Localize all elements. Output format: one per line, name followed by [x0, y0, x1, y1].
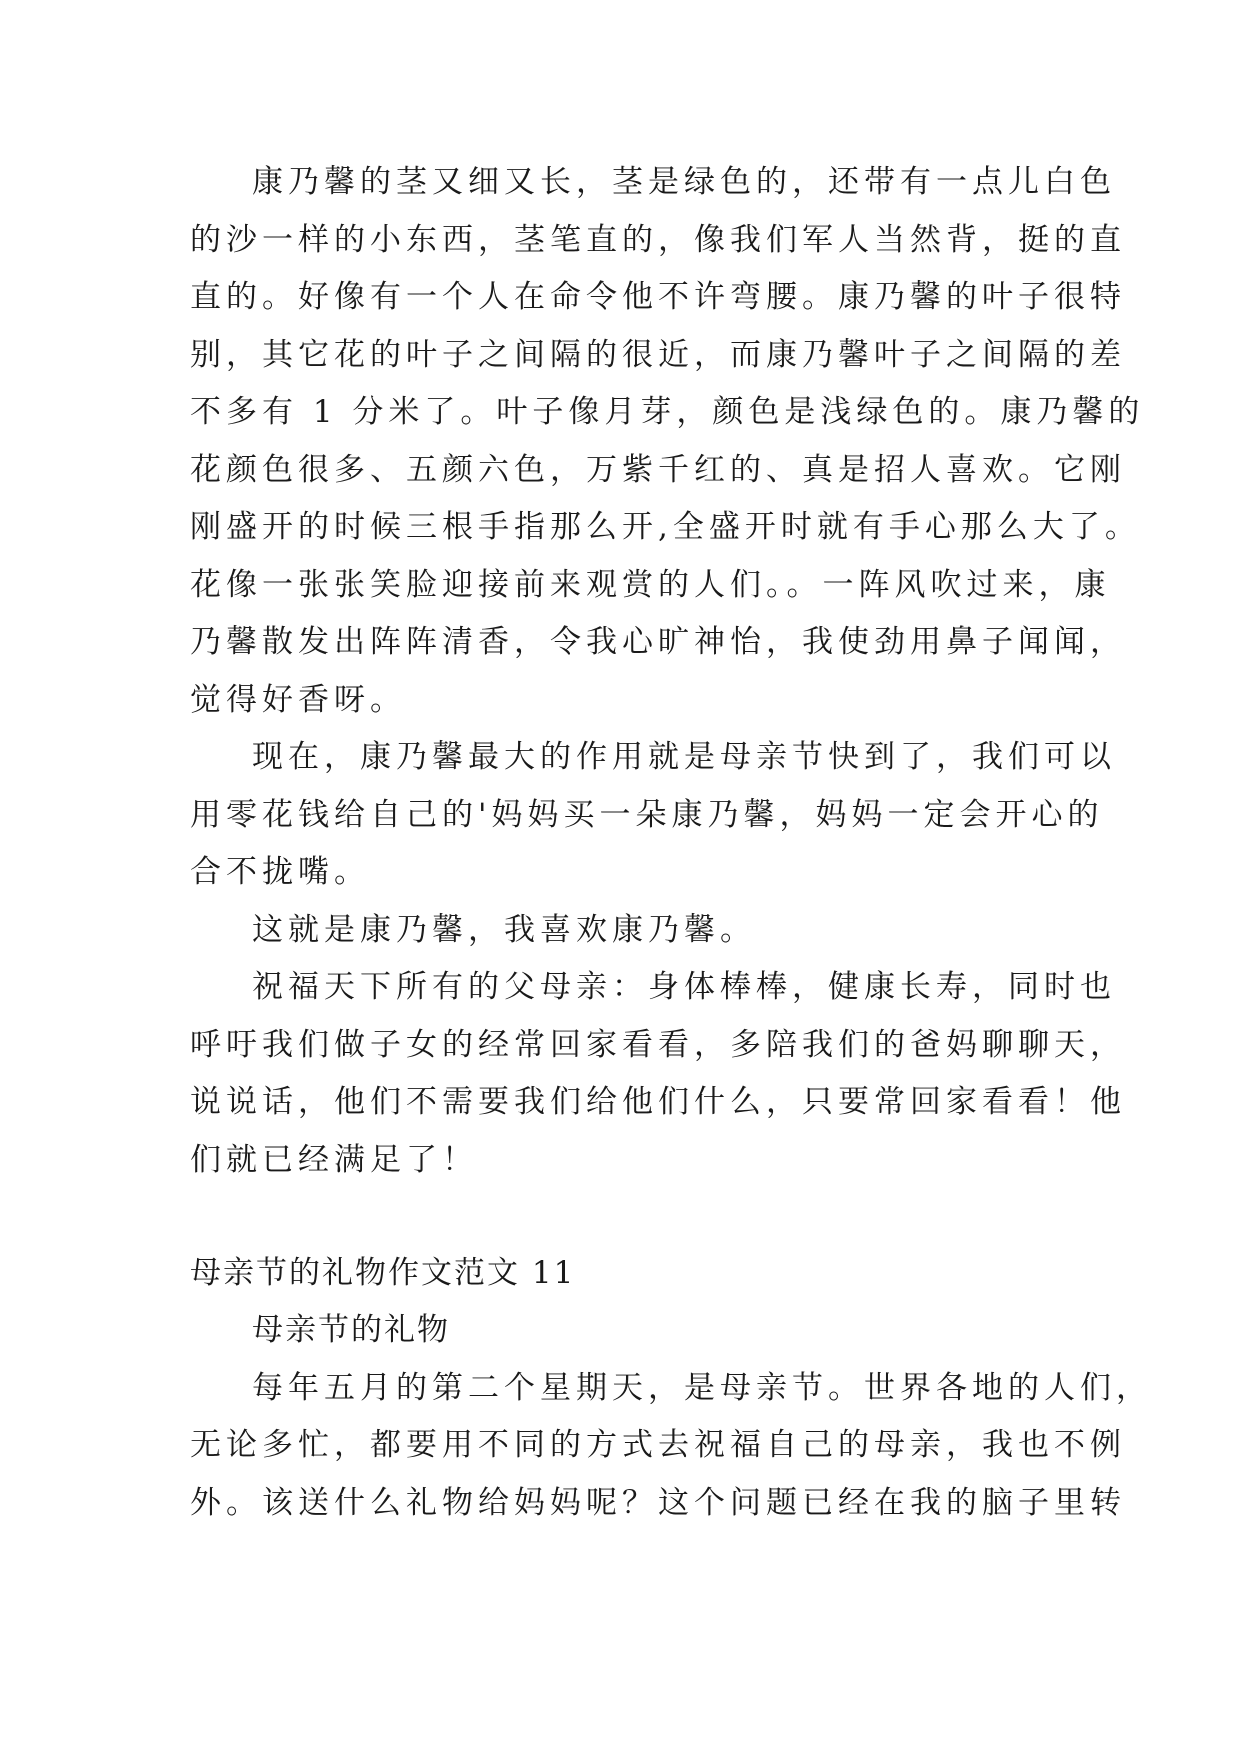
paragraph-line: 乃馨散发出阵阵清香，令我心旷神怡，我使劲用鼻子闻闻， [190, 624, 1126, 660]
paragraph-line: 花颜色很多、五颜六色，万紫千红的、真是招人喜欢。它刚 [190, 452, 1126, 488]
section-heading: 母亲节的礼物作文范文 11 [190, 1255, 576, 1291]
paragraph-line: 每年五月的第二个星期天，是母亲节。世界各地的人们， [252, 1370, 1152, 1406]
paragraph-line: 无论多忙，都要用不同的方式去祝福自己的母亲，我也不例 [190, 1427, 1126, 1463]
paragraph-line: 不多有 1 分米了。叶子像月芽，颜色是浅绿色的。康乃馨的 [190, 394, 1145, 430]
paragraph-line: 直的。好像有一个人在命令他不许弯腰。康乃馨的叶子很特 [190, 279, 1126, 315]
paragraph-line: 合不拢嘴。 [190, 854, 370, 890]
paragraph-line: 觉得好香呀。 [190, 682, 406, 718]
paragraph-line: 们就已经满足了！ [190, 1142, 478, 1178]
paragraph-line: 祝福天下所有的父母亲：身体棒棒，健康长寿，同时也 [252, 969, 1116, 1005]
paragraph-line: 外。该送什么礼物给妈妈呢？这个问题已经在我的脑子里转 [190, 1485, 1126, 1521]
paragraph-line: 用零花钱给自己的'妈妈买一朵康乃馨，妈妈一定会开心的 [190, 797, 1104, 833]
paragraph-line: 现在，康乃馨最大的作用就是母亲节快到了，我们可以 [252, 739, 1116, 775]
paragraph-line: 康乃馨的茎又细又长，茎是绿色的，还带有一点儿白色 [252, 164, 1116, 200]
paragraph-line: 别，其它花的叶子之间隔的很近，而康乃馨叶子之间隔的差 [190, 337, 1126, 373]
paragraph-line: 呼吁我们做子女的经常回家看看，多陪我们的爸妈聊聊天， [190, 1027, 1126, 1063]
paragraph-line: 刚盛开的时候三根手指那么开,全盛开时就有手心那么大了。 [190, 509, 1141, 545]
paragraph-line: 花像一张张笑脸迎接前来观赏的人们。。一阵风吹过来，康 [190, 567, 1111, 603]
paragraph-line: 说说话，他们不需要我们给他们什么，只要常回家看看！他 [190, 1084, 1126, 1120]
paragraph-line: 的沙一样的小东西，茎笔直的，像我们军人当然背，挺的直 [190, 222, 1126, 258]
essay-title: 母亲节的礼物 [252, 1312, 450, 1348]
paragraph-line: 这就是康乃馨，我喜欢康乃馨。 [252, 912, 756, 948]
